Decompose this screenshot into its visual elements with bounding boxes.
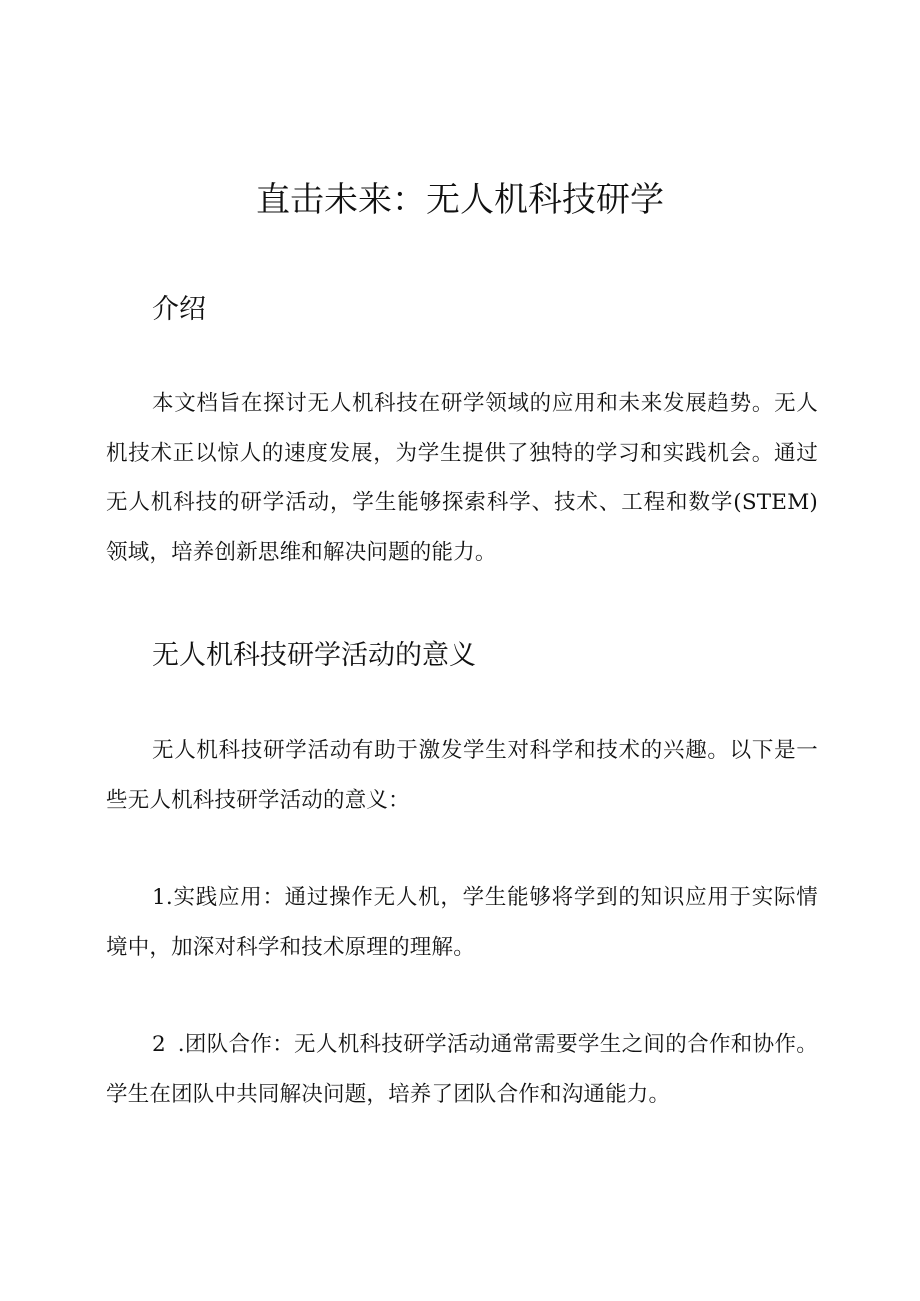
list-item-1 [106, 873, 818, 972]
section-heading-significance: 无人机科技研学活动的意义 [152, 640, 476, 671]
list-text-2: 团队合作：无人机科技研学活动通常需要学生之间的合作和协作。学生在团队中共同解决问题，培养了团队合作和沟通能力。 [106, 1032, 818, 1107]
significance-paragraph: 无人机科技研学活动有助于激发学生对科学和技术的兴趣。以下是一些无人机科技研学活动的意义： [106, 738, 818, 813]
list-number-1: 1. [152, 885, 173, 910]
section-heading-intro: 介绍 [152, 294, 206, 325]
intro-paragraph: 本文档旨在探讨无人机科技在研学领域的应用和未来发展趋势。无人机技术正以惊人的速度发展，为学生提供了独特的学习和实践机会。通过无人机科技的研学活动，学生能够探索科学、技术、工程和数学(STEM)领域，培养创新思维和解决问题的能力。 [106, 391, 818, 565]
list-text-1: 实践应用：通过操作无人机，学生能够将学到的知识应用于实际情境中，加深对科学和技术原理的理解。 [106, 885, 818, 960]
list-dot-2: . [177, 1032, 185, 1057]
list-item-2 [106, 1020, 818, 1119]
document-title: 直击未来：无人机科技研学 [256, 180, 664, 220]
list-number-2: 2 [152, 1032, 178, 1057]
